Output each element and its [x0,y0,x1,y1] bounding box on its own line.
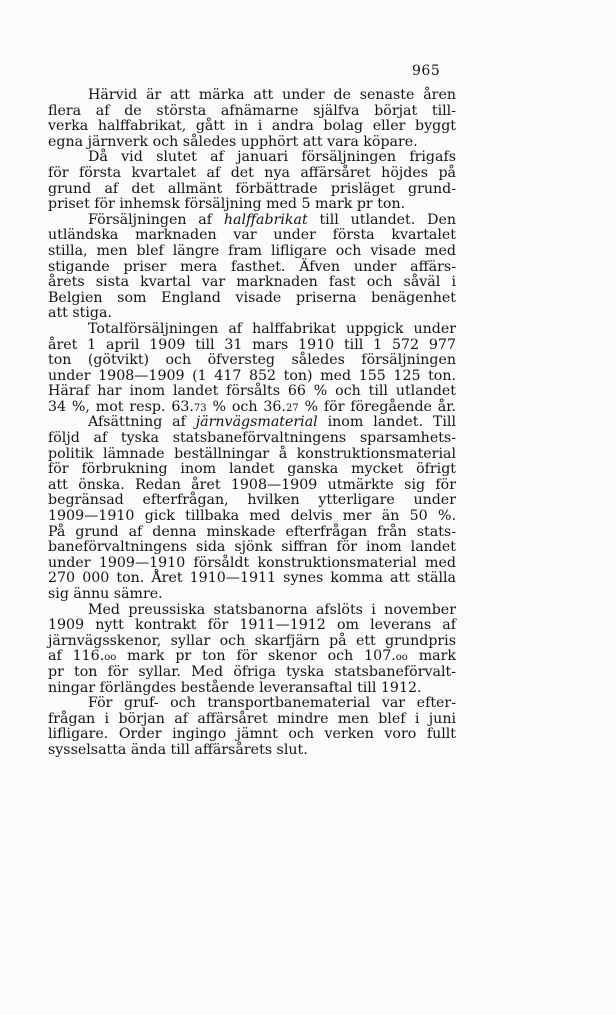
text-line: stigande priser mera fasthet. Äfven under affärs- [48,258,456,275]
text-line: verka halffabrikat, gått in i andra bolag eller byggt [48,118,456,135]
text-segment: Afsättning af [88,414,196,431]
small-digits: 27 [285,402,299,414]
italic-term: järnvägsmaterial [195,414,318,431]
text-line: 270 000 ton. Året 1910—1911 synes komma att ställa [48,570,456,587]
text-line: Då vid slutet af januari försäljningen frigafs [88,149,456,166]
text-line: årets sista kvartal var marknaden fast och såväl i [48,274,456,291]
text-segment: inom landet. Till [317,414,456,431]
text-segment: 34 %, mot resp. 63. [48,398,194,415]
text-line: stilla, men blef längre fram lifligare och visade med [48,242,456,259]
text-line: pr ton för syllar. Med öfriga tyska statsbaneförvalt- [48,663,456,680]
text-line: för förbrukning inom landet ganska mycket öfrigt [48,461,456,478]
text-line: följd af tyska statsbaneförvaltningens sparsamhets- [48,430,456,447]
text-line: Häraf har inom landet försålts 66 % och till utlandet [48,383,456,400]
text-line: begränsad efterfrågan, hvilken ytterligare under [48,492,456,509]
text-line: att önska. Redan året 1908—1909 utmärkte sig för [48,476,456,493]
text-line: priset för inhemsk försäljning med 5 mark pr ton. [48,196,406,213]
text-segment: % och 36. [206,398,286,415]
text-line: järnvägsskenor, syllar och skarfjärn på ett grundpris [48,632,456,649]
text-line: 1909—1910 gick tillbaka med delvis mer än 50 %. [48,508,456,525]
text-segment: mark pr ton för skenor och 107. [116,648,396,665]
text-segment: af 116. [48,648,105,665]
text-line: ton (götvikt) och öfversteg således försäljningen [48,352,456,369]
text-line: politik lämnade beställningar å konstruktionsmaterial [48,445,456,462]
text-line: frågan i början af affärsåret mindre men blef i juni [48,710,456,727]
text-line: baneförvaltningens sida sjönk siffran för inom landet [48,539,456,556]
text-line [48,649,456,665]
text-line: lifligare. Order ingingo jämnt och verken voro fullt [48,726,456,743]
text-line: utländska marknaden var under första kvartalet [48,227,456,244]
page-number: 965 [412,63,441,79]
text-line: egna järnverk och således upphört att vara köpare. [48,133,418,150]
body-text [48,88,456,759]
text-line: flera af de största afnämarne själfva börjat till- [48,102,456,119]
text-segment: till utlandet. Den [307,211,456,228]
text-line: ningar förlängdes bestående leveransaftal till 1912. [48,679,422,696]
text-line: Belgien som England visade priserna benägenhet [48,289,456,306]
text-line: sysselsatta ända till affärsårets slut. [48,741,308,758]
text-line [48,213,456,229]
text-line: under 1908—1909 (1 417 852 ton) med 155 125 ton. [48,367,456,384]
italic-term: halffabrikat [223,211,308,228]
text-line: under 1909—1910 försåldt konstruktionsmaterial med [48,554,456,571]
text-line: Härvid är att märka att under de senaste åren [88,87,456,103]
text-line: För gruf- och transportbanematerial var efter- [88,695,456,712]
text-line: På grund af denna minskade efterfrågan från stats- [48,523,456,540]
text-line: Med preussiska statsbanorna afslöts i november [88,601,456,618]
text-segment: mark [407,648,456,665]
text-line [48,415,456,431]
text-line: året 1 april 1909 till 31 mars 1910 till 1 572 977 [48,336,456,353]
text-segment: Försäljningen af [88,211,224,228]
text-line: grund af det allmänt förbättrade prisläget grund- [48,180,456,197]
small-digits: 73 [193,402,207,414]
text-line: 1909 nytt kontrakt för 1911—1912 om leverans af [48,617,456,634]
text-line: för första kvartalet af det nya affärsåret höjdes på [48,164,456,181]
small-digits: oo [395,652,408,664]
text-line: sig ännu sämre. [48,586,163,602]
text-line: Totalförsäljningen af halffabrikat uppgick under [88,320,456,337]
text-line [48,400,456,416]
small-digits: oo [104,652,117,664]
text-segment: % för föregående år. [298,398,456,415]
text-line: att stiga. [48,305,112,322]
